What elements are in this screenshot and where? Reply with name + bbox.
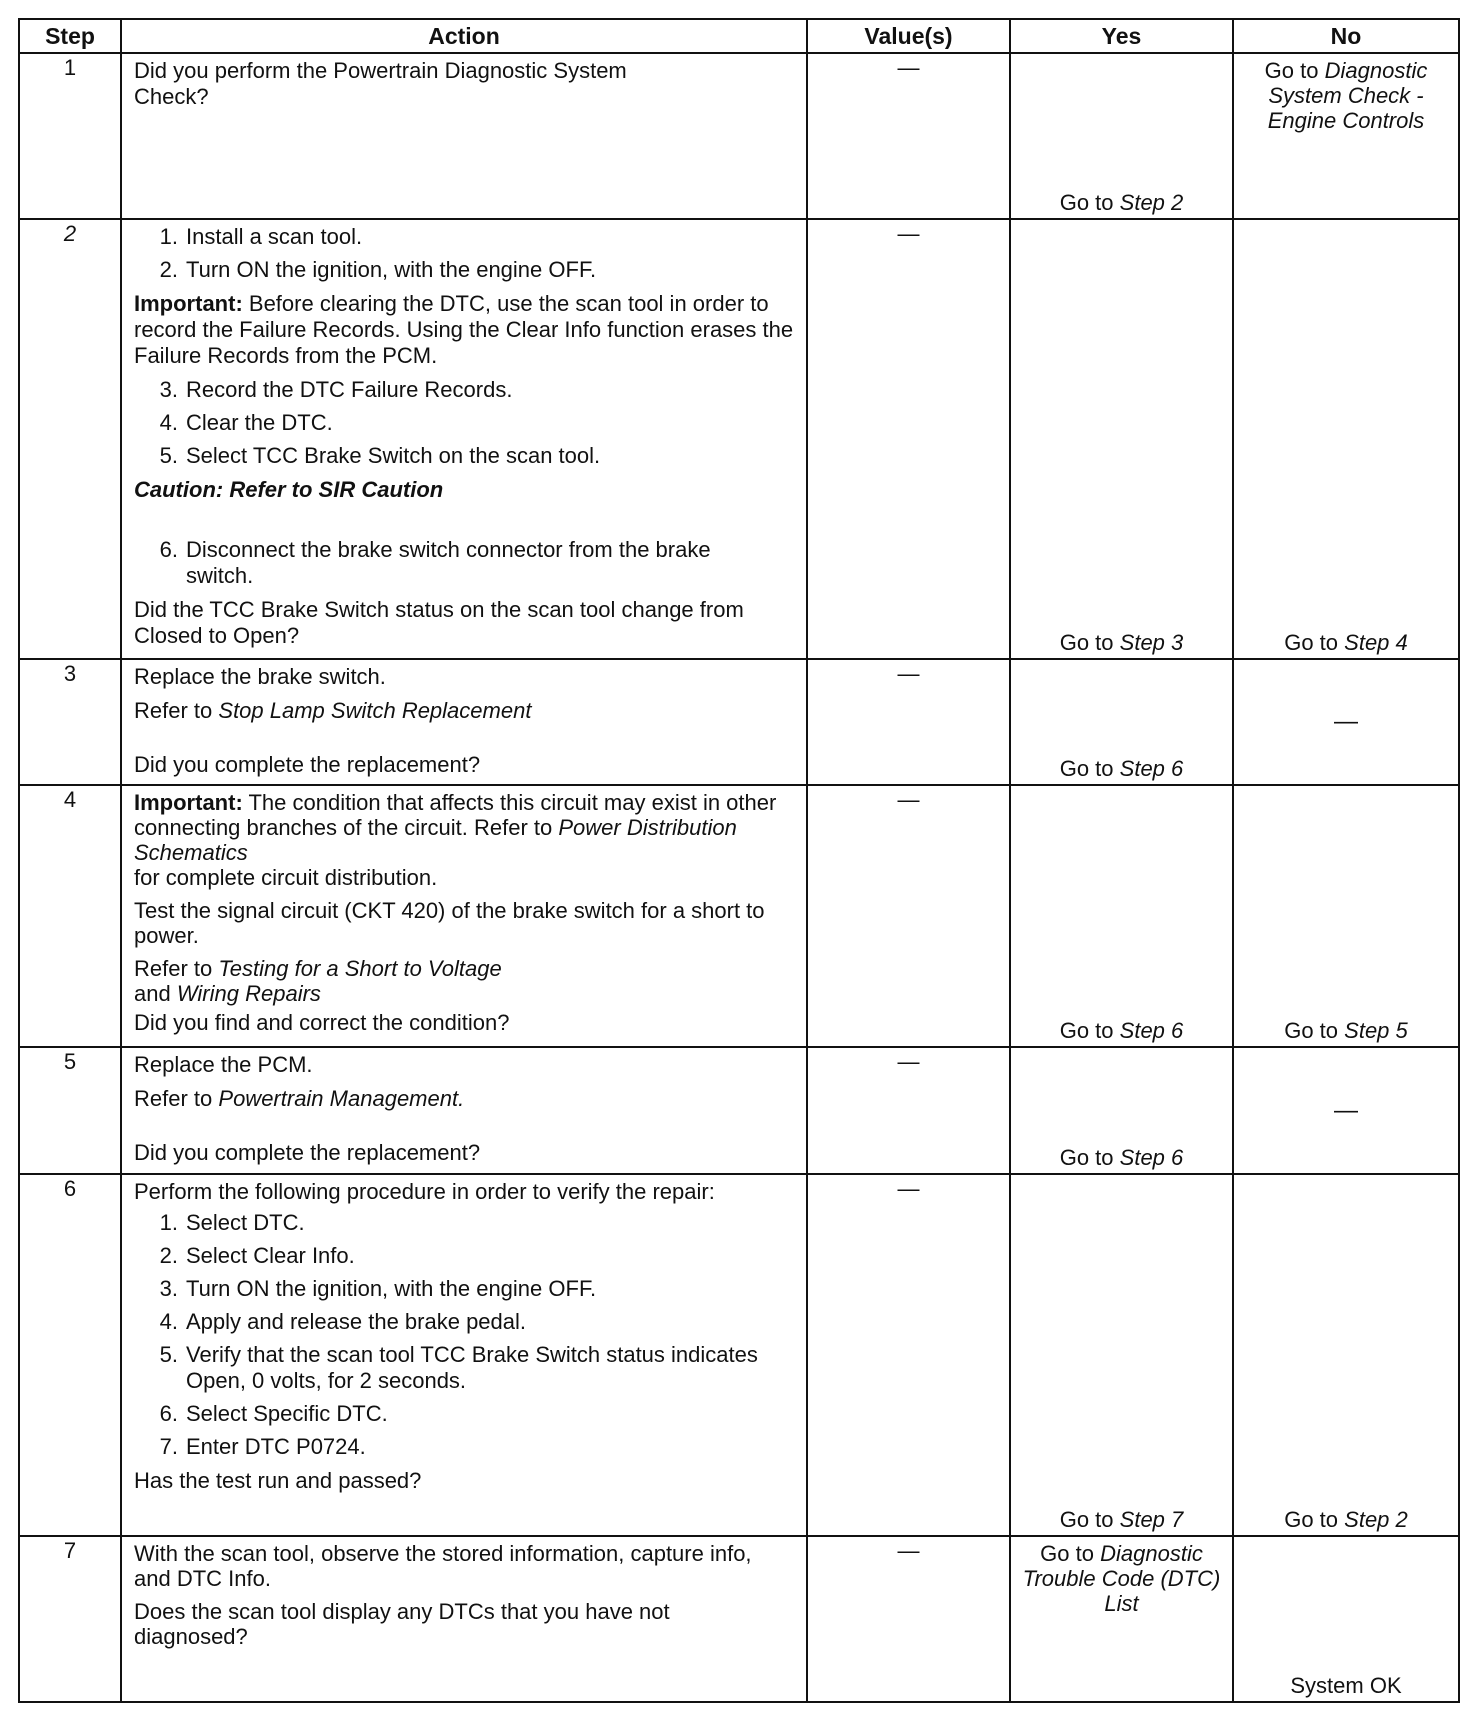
link-part: Powertrain: [218, 1086, 324, 1111]
no-result: [1238, 54, 1454, 133]
no-cell: [1233, 53, 1459, 219]
list-item-text: Disconnect the brake switch connector from the brake switch.: [186, 537, 711, 588]
procedure-list: [134, 377, 794, 469]
list-item: 5. Verify that the scan tool TCC Brake Switch status indicates Open, 0 volts, for 2 seconds.: [134, 1342, 794, 1394]
go-to-text: Go to: [1059, 190, 1114, 215]
table-row-step-1: [19, 53, 1459, 219]
no-cell: [1233, 1536, 1459, 1702]
yes-result: [1011, 1507, 1232, 1533]
yes-cell: [1010, 1174, 1233, 1536]
no-result: [1234, 1018, 1458, 1044]
list-item-text: Apply and release the brake pedal.: [186, 1309, 527, 1334]
yes-cell: [1010, 1536, 1233, 1702]
action-line: With the scan tool, observe the stored information, capture info, and DTC Info.: [134, 1541, 752, 1591]
no-result: System OK: [1290, 1673, 1402, 1698]
action-question: Did you perform the Powertrain Diagnostic System Check?: [134, 58, 627, 109]
go-to-text: Go to: [1284, 630, 1339, 655]
action-question: Does the scan tool display any DTCs that you have not diagnosed?: [134, 1599, 670, 1649]
list-item-text: Select DTC.: [186, 1210, 305, 1235]
table-row-step-7: [19, 1536, 1459, 1702]
step-link[interactable]: Step 3: [1119, 630, 1184, 655]
list-item-text: Install a scan tool.: [186, 224, 363, 249]
list-item: 1. Select DTC.: [134, 1210, 794, 1236]
value-cell: —: [807, 53, 1010, 219]
list-item: 1. Install a scan tool.: [134, 224, 794, 250]
important-note: [134, 291, 794, 369]
yes-cell: [1010, 785, 1233, 1047]
action-cell: [121, 219, 807, 659]
yes-result: [1011, 1145, 1232, 1171]
list-item-text: Select Specific DTC.: [186, 1401, 388, 1426]
value-cell: —: [807, 659, 1010, 785]
important-label: Important:: [134, 790, 243, 815]
step-number: 2: [19, 219, 121, 659]
header-yes: Yes: [1010, 19, 1233, 53]
important-text: Before clearing the DTC, use the scan tool in order to record the Failure Records. Using the Clear Info function erases the Failure Records from the PCM.: [134, 291, 794, 368]
yes-cell: [1010, 53, 1233, 219]
go-to-text: Go to: [1059, 630, 1114, 655]
action-cell: [121, 1047, 807, 1174]
important-note: [134, 790, 794, 890]
step-number: 4: [19, 785, 121, 1047]
wiring-repairs-link[interactable]: Wiring Repairs: [176, 981, 321, 1006]
diagnostic-table: [18, 18, 1460, 1703]
list-item-text: Select TCC Brake Switch on the scan tool.: [186, 443, 601, 468]
no-cell: [1233, 659, 1459, 785]
action-cell: [121, 1174, 807, 1536]
action-question: Did you complete the replacement?: [134, 752, 481, 777]
caution-note[interactable]: Caution: Refer to SIR Caution: [134, 477, 444, 502]
no-cell: [1233, 1174, 1459, 1536]
important-text: The condition that affects this circuit may exist in other connecting branches of the circuit. Refer to: [134, 790, 777, 840]
refer-line: [134, 698, 794, 724]
list-item-text: Verify that the scan tool TCC Brake Switch status indicates Open, 0 volts, for 2 seconds.: [186, 1342, 758, 1393]
list-item-text: Record the DTC Failure Records.: [186, 377, 513, 402]
value-cell: —: [807, 1536, 1010, 1702]
list-item-text: Select Clear Info.: [186, 1243, 355, 1268]
action-line: Test the signal circuit (CKT 420) of the brake switch for a short to power.: [134, 898, 765, 948]
refer-text: Refer to: [134, 956, 213, 981]
list-item: 2. Turn ON the ignition, with the engine OFF.: [134, 257, 794, 283]
list-item: 3. Record the DTC Failure Records.: [134, 377, 794, 403]
go-to-text: Go to: [1059, 1507, 1114, 1532]
diagnostic-system-check-link[interactable]: Diagnostic System Check - Engine Controls: [1267, 58, 1428, 133]
go-to-text: Go to: [1059, 1145, 1114, 1170]
step-number: 5: [19, 1047, 121, 1174]
list-item: 2. Select Clear Info.: [134, 1243, 794, 1269]
testing-short-to-voltage-link[interactable]: Testing for a Short to Voltage: [218, 956, 502, 981]
action-cell: [121, 785, 807, 1047]
no-result: [1234, 1507, 1458, 1533]
no-cell: [1233, 219, 1459, 659]
step-number: 1: [19, 53, 121, 219]
step-link[interactable]: Step 6: [1119, 1145, 1184, 1170]
action-question: Did the TCC Brake Switch status on the scan tool change from Closed to Open?: [134, 597, 744, 648]
important-label: Important:: [134, 291, 243, 316]
go-to-text: Go to: [1059, 756, 1114, 781]
action-intro: Perform the following procedure in order to verify the repair:: [134, 1179, 715, 1204]
step-number: 6: [19, 1174, 121, 1536]
table-row-step-3: [19, 659, 1459, 785]
list-item-text: Turn ON the ignition, with the engine OFF.: [186, 257, 597, 282]
yes-result: [1011, 1018, 1232, 1044]
action-cell: [121, 1536, 807, 1702]
list-item: 5. Select TCC Brake Switch on the scan tool.: [134, 443, 794, 469]
procedure-list: [134, 1210, 794, 1460]
go-to-text: Go to: [1284, 1507, 1339, 1532]
action-question: Has the test run and passed?: [134, 1468, 422, 1493]
go-to-text: Go to: [1284, 1018, 1339, 1043]
go-to-text: Go to: [1264, 58, 1319, 83]
list-item: 4. Apply and release the brake pedal.: [134, 1309, 794, 1335]
header-values: Value(s): [807, 19, 1010, 53]
list-item: 6. Disconnect the brake switch connector from the brake switch.: [134, 537, 794, 589]
powertrain-management-link[interactable]: [218, 1086, 464, 1111]
link-part: Management.: [329, 1086, 465, 1111]
yes-result: [1011, 756, 1232, 782]
value-cell: —: [807, 785, 1010, 1047]
refer-text: Refer to: [134, 698, 213, 723]
step-link[interactable]: Step 2: [1119, 190, 1184, 215]
list-item-text: Clear the DTC.: [186, 410, 333, 435]
list-item: 3. Turn ON the ignition, with the engine OFF.: [134, 1276, 794, 1302]
power-distribution-link[interactable]: Power Distribution Schematics: [134, 815, 737, 865]
yes-cell: [1010, 659, 1233, 785]
list-item-text: Enter DTC P0724.: [186, 1434, 366, 1459]
step-link[interactable]: Step 4: [1344, 630, 1408, 655]
table-row-step-5: [19, 1047, 1459, 1174]
no-cell: [1233, 785, 1459, 1047]
action-cell: [121, 659, 807, 785]
no-result-dash: —: [1334, 1096, 1358, 1124]
refer-line: [134, 1086, 794, 1112]
procedure-list: [134, 224, 794, 283]
action-question: Did you complete the replacement?: [134, 1140, 481, 1165]
step-link[interactable]: Step 7: [1119, 1507, 1184, 1532]
no-cell: [1233, 1047, 1459, 1174]
value-cell: —: [807, 1174, 1010, 1536]
yes-result: [1015, 1537, 1228, 1616]
action-line: Replace the PCM.: [134, 1052, 313, 1077]
yes-cell: [1010, 1047, 1233, 1174]
go-to-text: Go to: [1059, 1018, 1114, 1043]
header-step: Step: [19, 19, 121, 53]
step-link[interactable]: Step 2: [1344, 1507, 1408, 1532]
procedure-list: [134, 537, 794, 589]
stop-lamp-switch-link[interactable]: Stop Lamp Switch Replacement: [218, 698, 532, 723]
no-result: [1234, 630, 1458, 656]
step-link[interactable]: Step 5: [1344, 1018, 1408, 1043]
table-row-step-4: [19, 785, 1459, 1047]
important-tail: for complete circuit distribution.: [134, 865, 438, 890]
refer-text: Refer to: [134, 1086, 213, 1111]
yes-cell: [1010, 219, 1233, 659]
go-to-text: Go to: [1040, 1541, 1094, 1566]
action-question: Did you find and correct the condition?: [134, 1010, 510, 1035]
yes-result: [1011, 190, 1232, 216]
table-row-step-2: [19, 219, 1459, 659]
list-item: 7. Enter DTC P0724.: [134, 1434, 794, 1460]
step-link[interactable]: Step 6: [1119, 756, 1184, 781]
no-result-dash: —: [1334, 708, 1358, 735]
table-row-step-6: [19, 1174, 1459, 1536]
and-text: and: [134, 981, 171, 1006]
value-cell: —: [807, 1047, 1010, 1174]
step-number: 3: [19, 659, 121, 785]
action-line: Replace the brake switch.: [134, 664, 386, 689]
action-cell: [121, 53, 807, 219]
header-no: No: [1233, 19, 1459, 53]
dtc-list-link[interactable]: Diagnostic Trouble Code (DTC) List: [1022, 1541, 1221, 1616]
list-item-text: Turn ON the ignition, with the engine OFF.: [186, 1276, 597, 1301]
yes-result: [1011, 630, 1232, 656]
step-link[interactable]: Step 6: [1119, 1018, 1184, 1043]
step-number: 7: [19, 1536, 121, 1702]
refer-line: [134, 956, 794, 1006]
list-item: 4. Clear the DTC.: [134, 410, 794, 436]
header-action: Action: [121, 19, 807, 53]
list-item: 6. Select Specific DTC.: [134, 1401, 794, 1427]
value-cell: —: [807, 219, 1010, 659]
header-row: [19, 19, 1459, 53]
